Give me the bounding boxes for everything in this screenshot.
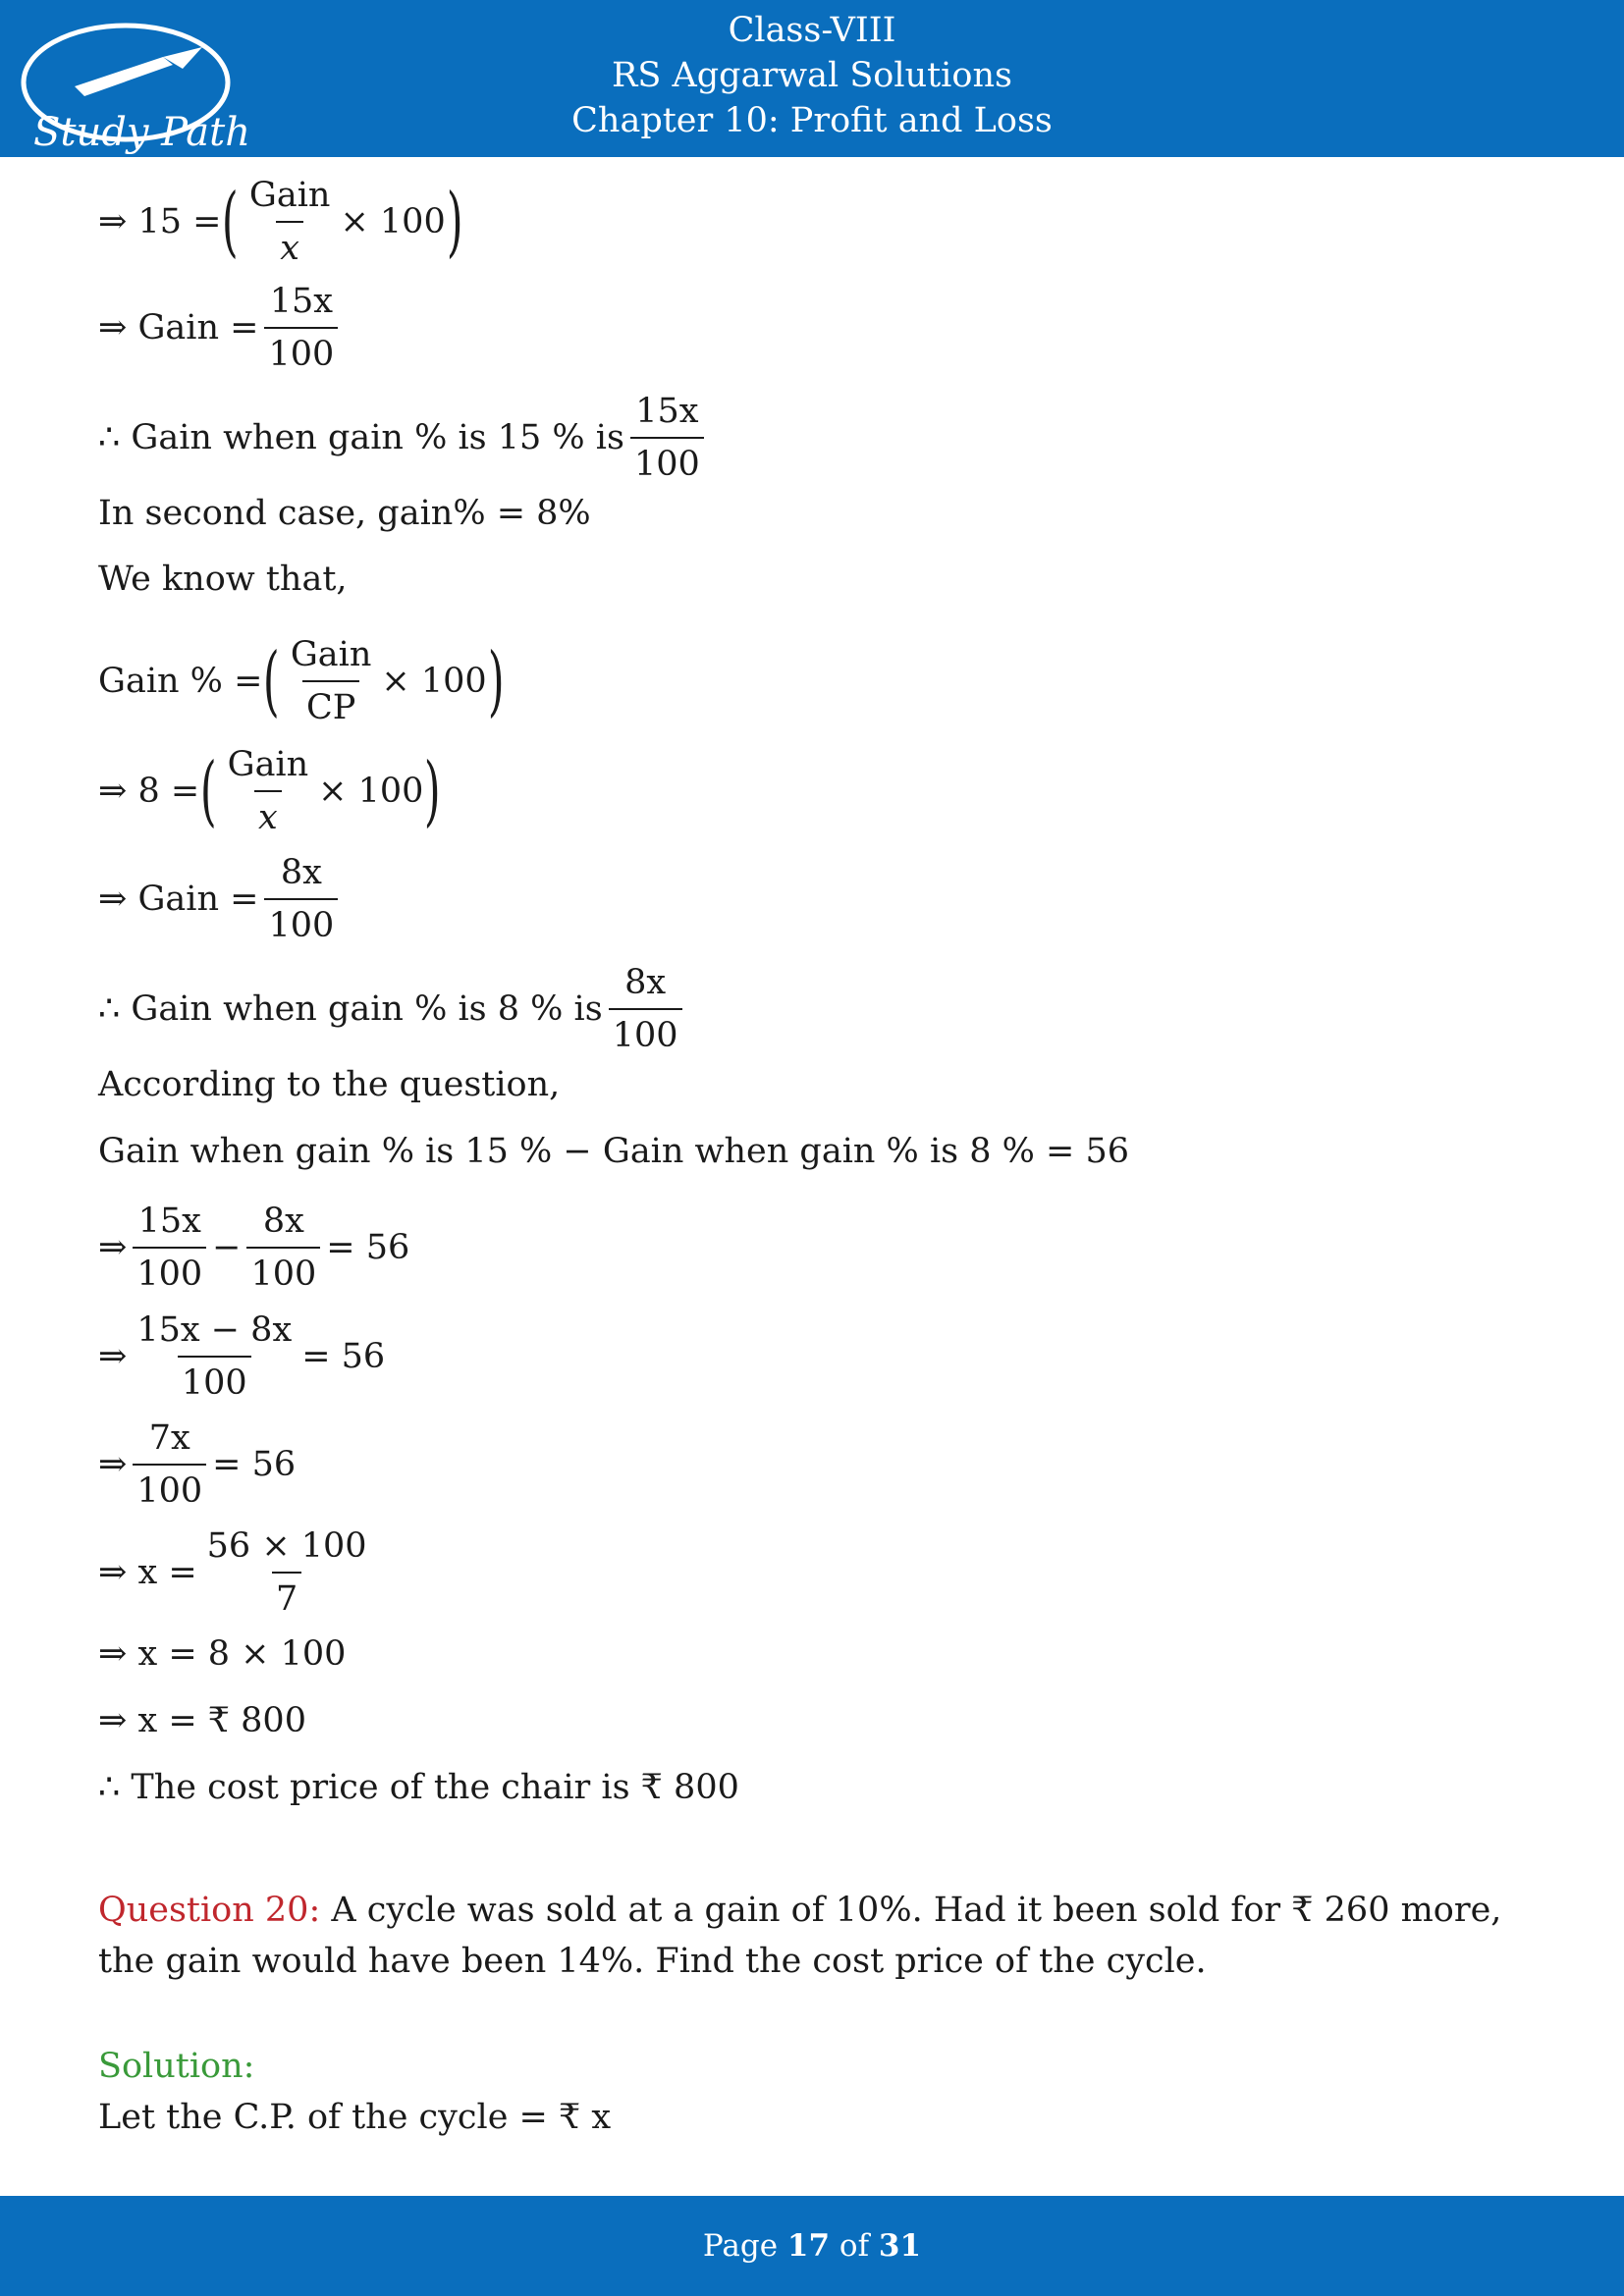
- step-9: ∴ Gain when gain % is 8 % is $\frac{8x}{100}$: [98, 959, 688, 1059]
- step-16: ⇒ x = 8 × 100: [98, 1634, 347, 1674]
- step-11: Gain when gain % is 15 % − Gain when gain % is 8 % = 56: [98, 1132, 1129, 1171]
- step-1: ⇒ 15 = ( $\frac{\text{Gain}}{x}$ × 100 ): [98, 172, 463, 272]
- svg-text:Study Path: Study Path: [33, 110, 250, 155]
- step-13: ⇒ $\frac{15x - 8x}{100}$ = 56: [98, 1307, 385, 1407]
- chapter-title: Chapter 10: Profit and Loss: [571, 101, 1053, 140]
- page-number: 17: [786, 2228, 831, 2264]
- question-text: A cycle was sold at a gain of 10%. Had it been sold for ₹ 260 more, the gain would have been 14%. Find the cost price of the cycle.: [98, 1891, 1502, 1981]
- step-5: We know that,: [98, 560, 348, 599]
- class-title: Class-VIII: [728, 11, 896, 50]
- solution-first-line: Let the C.P. of the cycle = ₹ x: [98, 2098, 612, 2137]
- step-17: ⇒ x = ₹ 800: [98, 1701, 306, 1740]
- step-18: ∴ The cost price of the chair is ₹ 800: [98, 1768, 739, 1807]
- question-20: [98, 1885, 1532, 1987]
- step-4: In second case, gain% = 8%: [98, 494, 591, 533]
- step-3: ∴ Gain when gain % is 15 % is $\frac{15x}{100}$: [98, 388, 710, 488]
- page-total: 31: [878, 2228, 922, 2264]
- page-header: [0, 0, 1624, 157]
- step-14: ⇒ $\frac{7x}{100}$ = 56: [98, 1415, 296, 1515]
- step-10: According to the question,: [98, 1065, 561, 1104]
- book-title: RS Aggarwal Solutions: [612, 56, 1012, 95]
- page-footer: Page 17 of 31: [0, 2196, 1624, 2296]
- solution-label: Solution:: [98, 2047, 255, 2086]
- step-7: ⇒ 8 = ( $\frac{\text{Gain}}{x}$ × 100 ): [98, 741, 442, 841]
- step-2: ⇒ Gain = $\frac{15x}{100}$: [98, 278, 344, 378]
- step-6: Gain % = ( $\frac{\text{Gain}}{CP}$ × 100 ): [98, 631, 505, 731]
- step-12: ⇒ $\frac{15x}{100}$ − $\frac{8x}{100}$ = 56: [98, 1198, 409, 1298]
- question-label: Question 20:: [98, 1891, 321, 1930]
- step-8: ⇒ Gain = $\frac{8x}{100}$: [98, 849, 344, 949]
- step-15: ⇒ x = $\frac{56 \times 100}{7}$: [98, 1522, 377, 1623]
